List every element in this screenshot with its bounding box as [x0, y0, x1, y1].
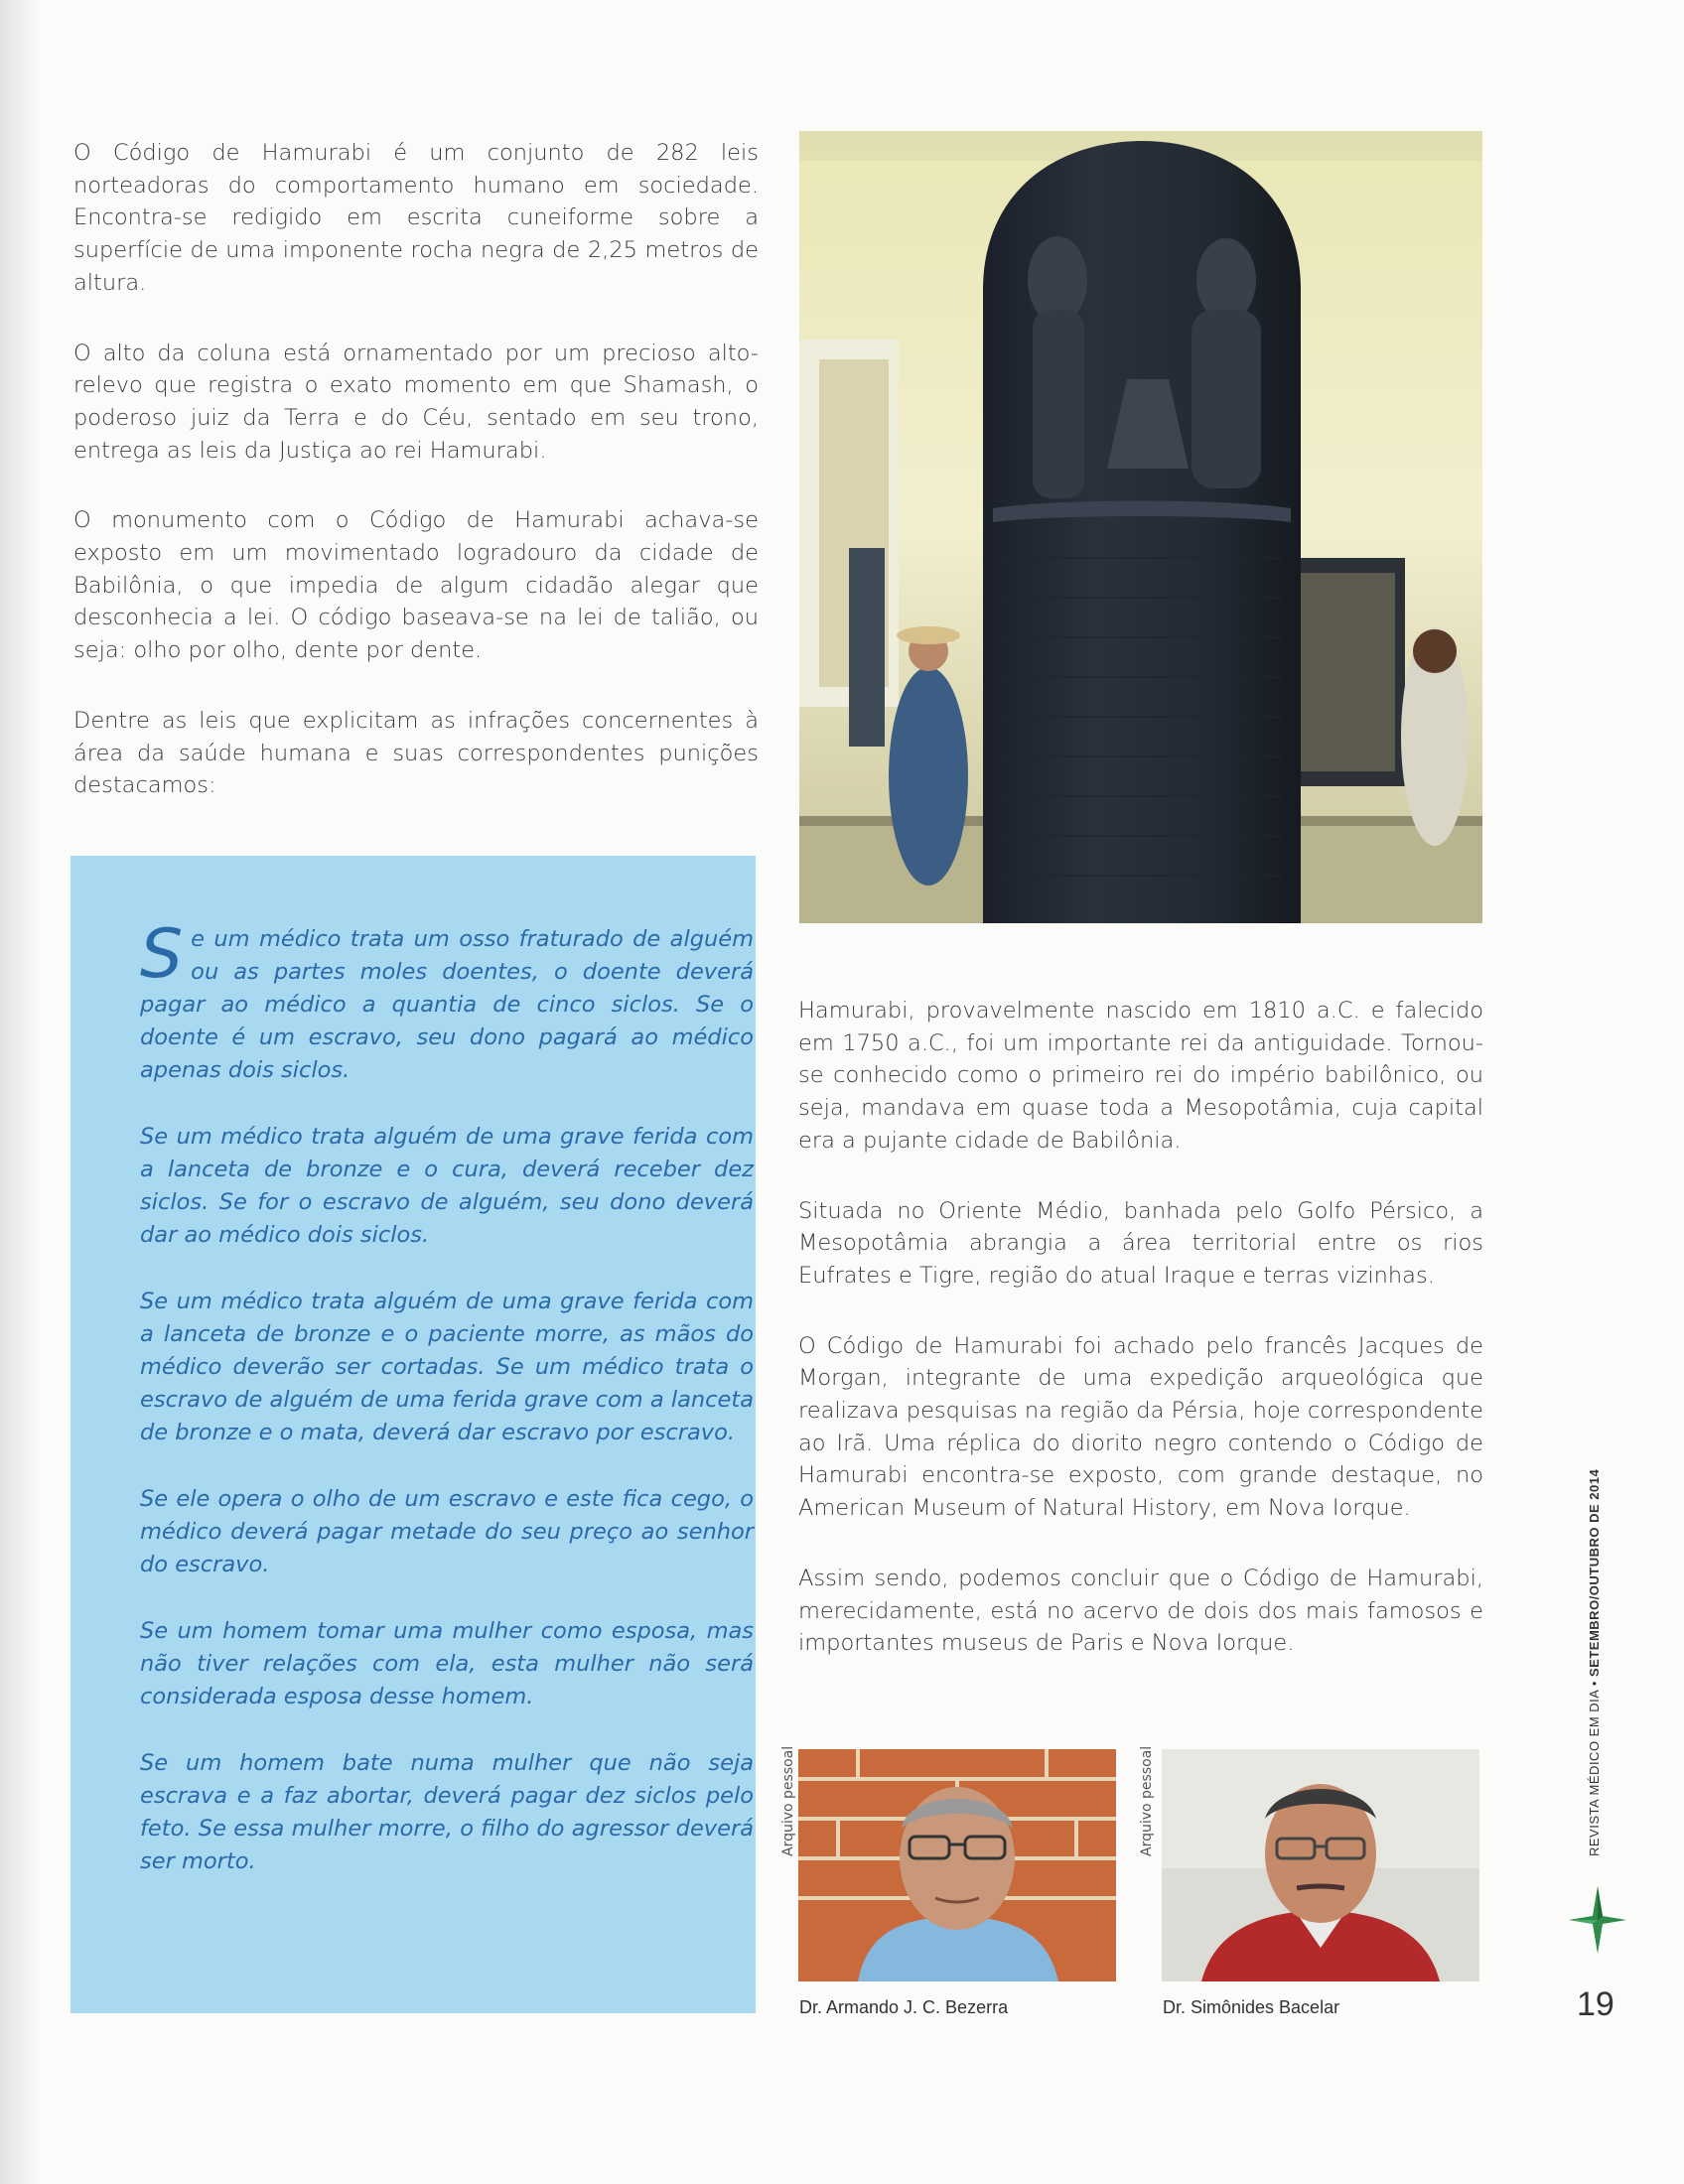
running-head-magazine: REVISTA MÉDICO EM DIA • — [1587, 1676, 1602, 1856]
right-column — [798, 995, 1483, 1698]
paragraph-discovery: O Código de Hamurabi foi achado pelo francês Jacques de Morgan, integrante de uma expedição arqueológica que realizava pesquisas na região da Pérsia, hoje correspondente ao Irã. Uma réplica do diorito negro contendo o Código de Hamurabi encontra-se exposto, com grande destaque, no American Museum of Natural History, em Nova Iorque. — [798, 1332, 1483, 1522]
caption-armando-bezerra: Dr. Armando J. C. Bezerra — [799, 1997, 1009, 2017]
paragraph-monument: O monumento com o Código de Hamurabi achava-se exposto em um movimentado logradouro da cidade de Babilônia, o que impedia de algum cidadão alegar que desconhecia a lei. O código baseava-se na lei de talião, ou seja: olho por olho, dente por dente. — [73, 507, 759, 664]
left-column — [73, 137, 759, 840]
running-head-issue: SETEMBRO/OUTUBRO DE 2014 — [1587, 1468, 1602, 1677]
law-1 — [140, 915, 754, 1087]
law-3: Se um médico trata alguém de uma grave ferida com a lanceta de bronze e o paciente morre, as mãos do médico deverão ser cortadas. Se um médico trata o escravo de alguém de uma ferida grave com a lanceta de bronze e o mata, deverá dar escravo por escravo. — [140, 1289, 754, 1445]
law-4: Se ele opera o olho de um escravo e este fica cego, o médico deverá pagar metade do seu preço ao senhor do escravo. — [140, 1486, 754, 1577]
magazine-logo-icon — [1569, 1886, 1626, 1954]
paragraph-laws-intro: Dentre as leis que explicitam as infrações concernentes à área da saúde humana e suas correspondentes punições destacamos: — [73, 707, 759, 799]
law-2: Se um médico trata alguém de uma grave ferida com a lanceta de bronze e o cura, deverá receber dez siclos. Se for o escravo de alguém, seu dono deverá dar ao médico dois siclos. — [140, 1124, 754, 1248]
laws-callout-text — [140, 915, 754, 1912]
paragraph-relief: O alto da coluna está ornamentado por um precioso alto-relevo que registra o exato momento em que Shamash, o poderoso juiz da Terra e do Céu, sentado em seu trono, entrega as leis da Justiça ao rei Hamurabi. — [73, 340, 759, 464]
portrait-armando-bezerra — [798, 1749, 1116, 1981]
law-1-text: e um médico trata um osso fraturado de alguém ou as partes moles doentes, o doente deverá pagar ao médico a quantia de cinco siclos. Se o doente é um escravo, seu dono pagará ao médico apenas dois siclos. — [140, 926, 754, 1083]
laws-callout-box — [70, 856, 756, 2013]
running-head — [1587, 1469, 1602, 1856]
photo-credit-2: Arquivo pessoal — [1139, 1745, 1155, 1856]
paragraph-conclusion: Assim sendo, podemos concluir que o Código de Hamurabi, merecidamente, está no acervo de dois dos mais famosos e importantes museus de Paris e Nova Iorque. — [798, 1565, 1483, 1657]
paragraph-hamurabi-bio: Hamurabi, provavelmente nascido em 1810 a.C. e falecido em 1750 a.C., foi um importante rei da antiguidade. Tornou-se conhecido como o primeiro rei do império babilônico, ou seja, mandava em quase toda a Mesopotâmia, cuja capital era a pujante cidade de Babilônia. — [798, 998, 1483, 1154]
page-gutter-shadow — [0, 0, 40, 2184]
portrait-simonides-bacelar — [1162, 1749, 1479, 1981]
page-number: 19 — [1577, 1985, 1614, 2023]
law-6: Se um homem bate numa mulher que não seja escrava e a faz abortar, deverá pagar dez siclos pelo feto. Se essa mulher morre, o filho do agressor deverá ser morto. — [140, 1750, 754, 1874]
caption-simonides-bacelar: Dr. Simônides Bacelar — [1163, 1997, 1340, 2017]
photo-credit-1: Arquivo pessoal — [780, 1745, 796, 1856]
paragraph-intro: O Código de Hamurabi é um conjunto de 282 leis norteadoras do comportamento humano em sociedade. Encontra-se redigido em escrita cuneiforme sobre a superfície de uma imponente rocha negra de 2,25 metros de altura. — [73, 140, 759, 296]
law-5: Se um homem tomar uma mulher como esposa, mas não tiver relações com ela, esta mulher não será considerada esposa desse homem. — [140, 1618, 754, 1709]
paragraph-mesopotamia: Situada no Oriente Médio, banhada pelo Golfo Pérsico, a Mesopotâmia abrangia a área territorial entre os rios Eufrates e Tigre, região do atual Iraque e terras vizinhas. — [798, 1197, 1483, 1289]
drop-cap: S — [140, 915, 184, 994]
hammurabi-stele-photo — [799, 131, 1482, 923]
